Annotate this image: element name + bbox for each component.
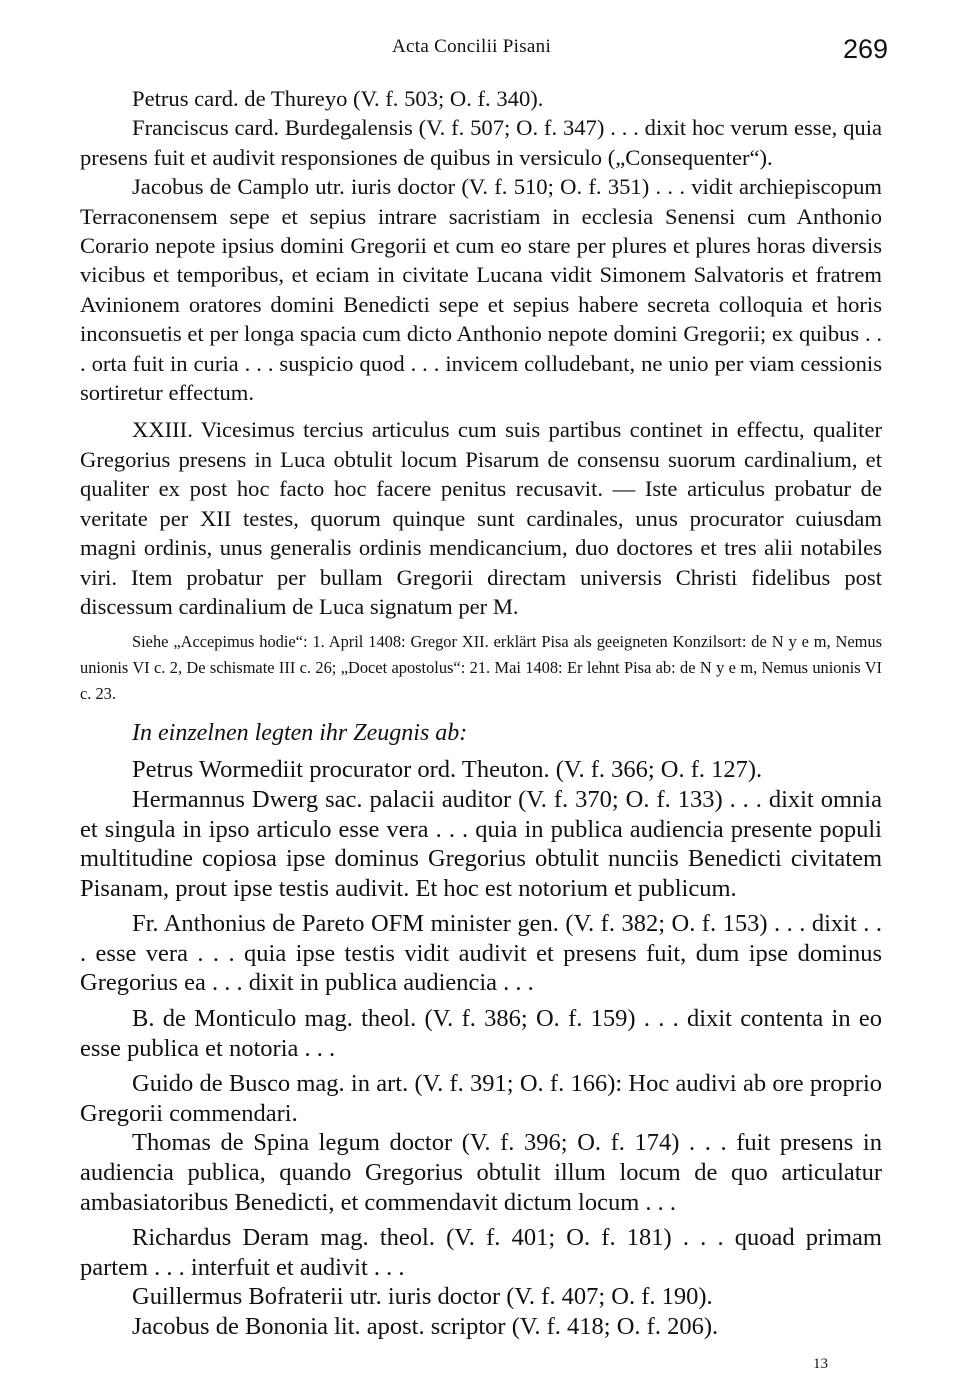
testimony-item: Fr. Anthonius de Pareto OFM minister gen. (V. f. 382; O. f. 153) . . . dixit . . . esse vera . . . quia ipse testis vidit audivit et presens fuit, dum ipse dominus Gregorius ea . . . dixit in publica audiencia . . . [80,910,882,997]
page-number: 269 [843,34,889,64]
testimony-item: Petrus Wormediit procurator ord. Theuton. (V. f. 366; O. f. 127). [132,756,763,784]
paragraph-franciscus: Franciscus card. Burdegalensis (V. f. 507; O. f. 347) . . . dixit hoc verum esse, quia presens fuit et audivit responsiones de quibus in versiculo („Consequenter“). [80,115,882,170]
testimony-item: Guido de Busco mag. in art. (V. f. 391; O. f. 166): Hoc audivi ab ore proprio Gregorii commendari. [80,1070,882,1127]
section-heading: In einzelnen legten ihr Zeugnis ab: [132,720,468,747]
paragraph-jacobus-camplo: Jacobus de Camplo utr. iuris doctor (V. f. 510; O. f. 351) . . . vidit archiepiscopum Terraconensem sepe et sepius intrare sacristiam in ecclesia Senensi cum Anthonio Corario nepote ipsius domini Gregorii et cum eo stare per plures et plures horas diversis vicibus et temporibus, et eciam in civitate Lucana vidit Simonem Salvatoris et fratrem Avinionem oratores domini Benedicti sepe et sepius habere secreta colloquia et horis inconsuetis et per longa spacia cum dicto Anthonio nepote domini Gregorii; ex quibus . . . orta fuit in curia . . . suspicio quod . . . invicem colludebant, ne unio per viam cessionis sortiretur effectum. [80,174,882,406]
editorial-note: Siehe „Accepimus hodie“: 1. April 1408: Gregor XII. erklärt Pisa als geeigneten Konzilsort: de N y e m, Nemus unionis VI c. 2, De schismate III c. 26; „Docet apostolus“: 21. Mai 1408: Er lehnt Pisa ab: de N y e m, Nemus unionis VI c. 23. [80,632,882,704]
body-text [80,84,882,1342]
running-head: Acta Concilii Pisani [392,36,552,57]
testimony-item: Richardus Deram mag. theol. (V. f. 401; O. f. 181) . . . quoad primam partem . . . interfuit et audivit . . . [80,1224,882,1281]
testimony-item: Hermannus Dwerg sac. palacii auditor (V. f. 370; O. f. 133) . . . dixit omnia et singula in ipso articulo esse vera . . . quia in publica audiencia presente populi multitudine copiosa ipse dominus Gregorius obtulit nunciis Benedicti civitatem Pisanam, prout ipse testis audivit. Et hoc est notorium et publicum. [80,785,882,902]
testimony-item: Jacobus de Bononia lit. apost. scriptor (V. f. 418; O. f. 206). [132,1313,719,1340]
sheet-signature: 13 [813,1356,828,1372]
testimony-item: Thomas de Spina legum doctor (V. f. 396; O. f. 174) . . . fuit presens in audiencia publica, quando Gregorius obtulit illum locum de quo articulatur ambasiatoribus Benedicti, et commendavit dictum locum . . . [80,1129,882,1216]
paragraph-article-xxiii: XXIII. Vicesimus tercius articulus cum suis partibus continet in effectu, qualiter Gregorius presens in Luca obtulit locum Pisarum de consensu suorum cardinalium, et qualiter ex post hoc facto hoc facere penitus recusavit. — Iste articulus probatur de veritate per XII testes, quorum quinque sunt cardinales, unus procurator cuiusdam magni ordinis, unus generalis ordinis mendicancium, duo doctores et tres alii notabiles viri. Item probatur per bullam Gregorii directam universis Christi fidelibus post discessum cardinalium de Luca signatum per M. [80,417,882,619]
paragraph-petrus: Petrus card. de Thureyo (V. f. 503; O. f. 340). [132,86,544,111]
testimony-item: Guillermus Bofraterii utr. iuris doctor (V. f. 407; O. f. 190). [132,1283,713,1311]
testimony-item: B. de Monticulo mag. theol. (V. f. 386; O. f. 159) . . . dixit contenta in eo esse publica et notoria . . . [80,1005,882,1062]
